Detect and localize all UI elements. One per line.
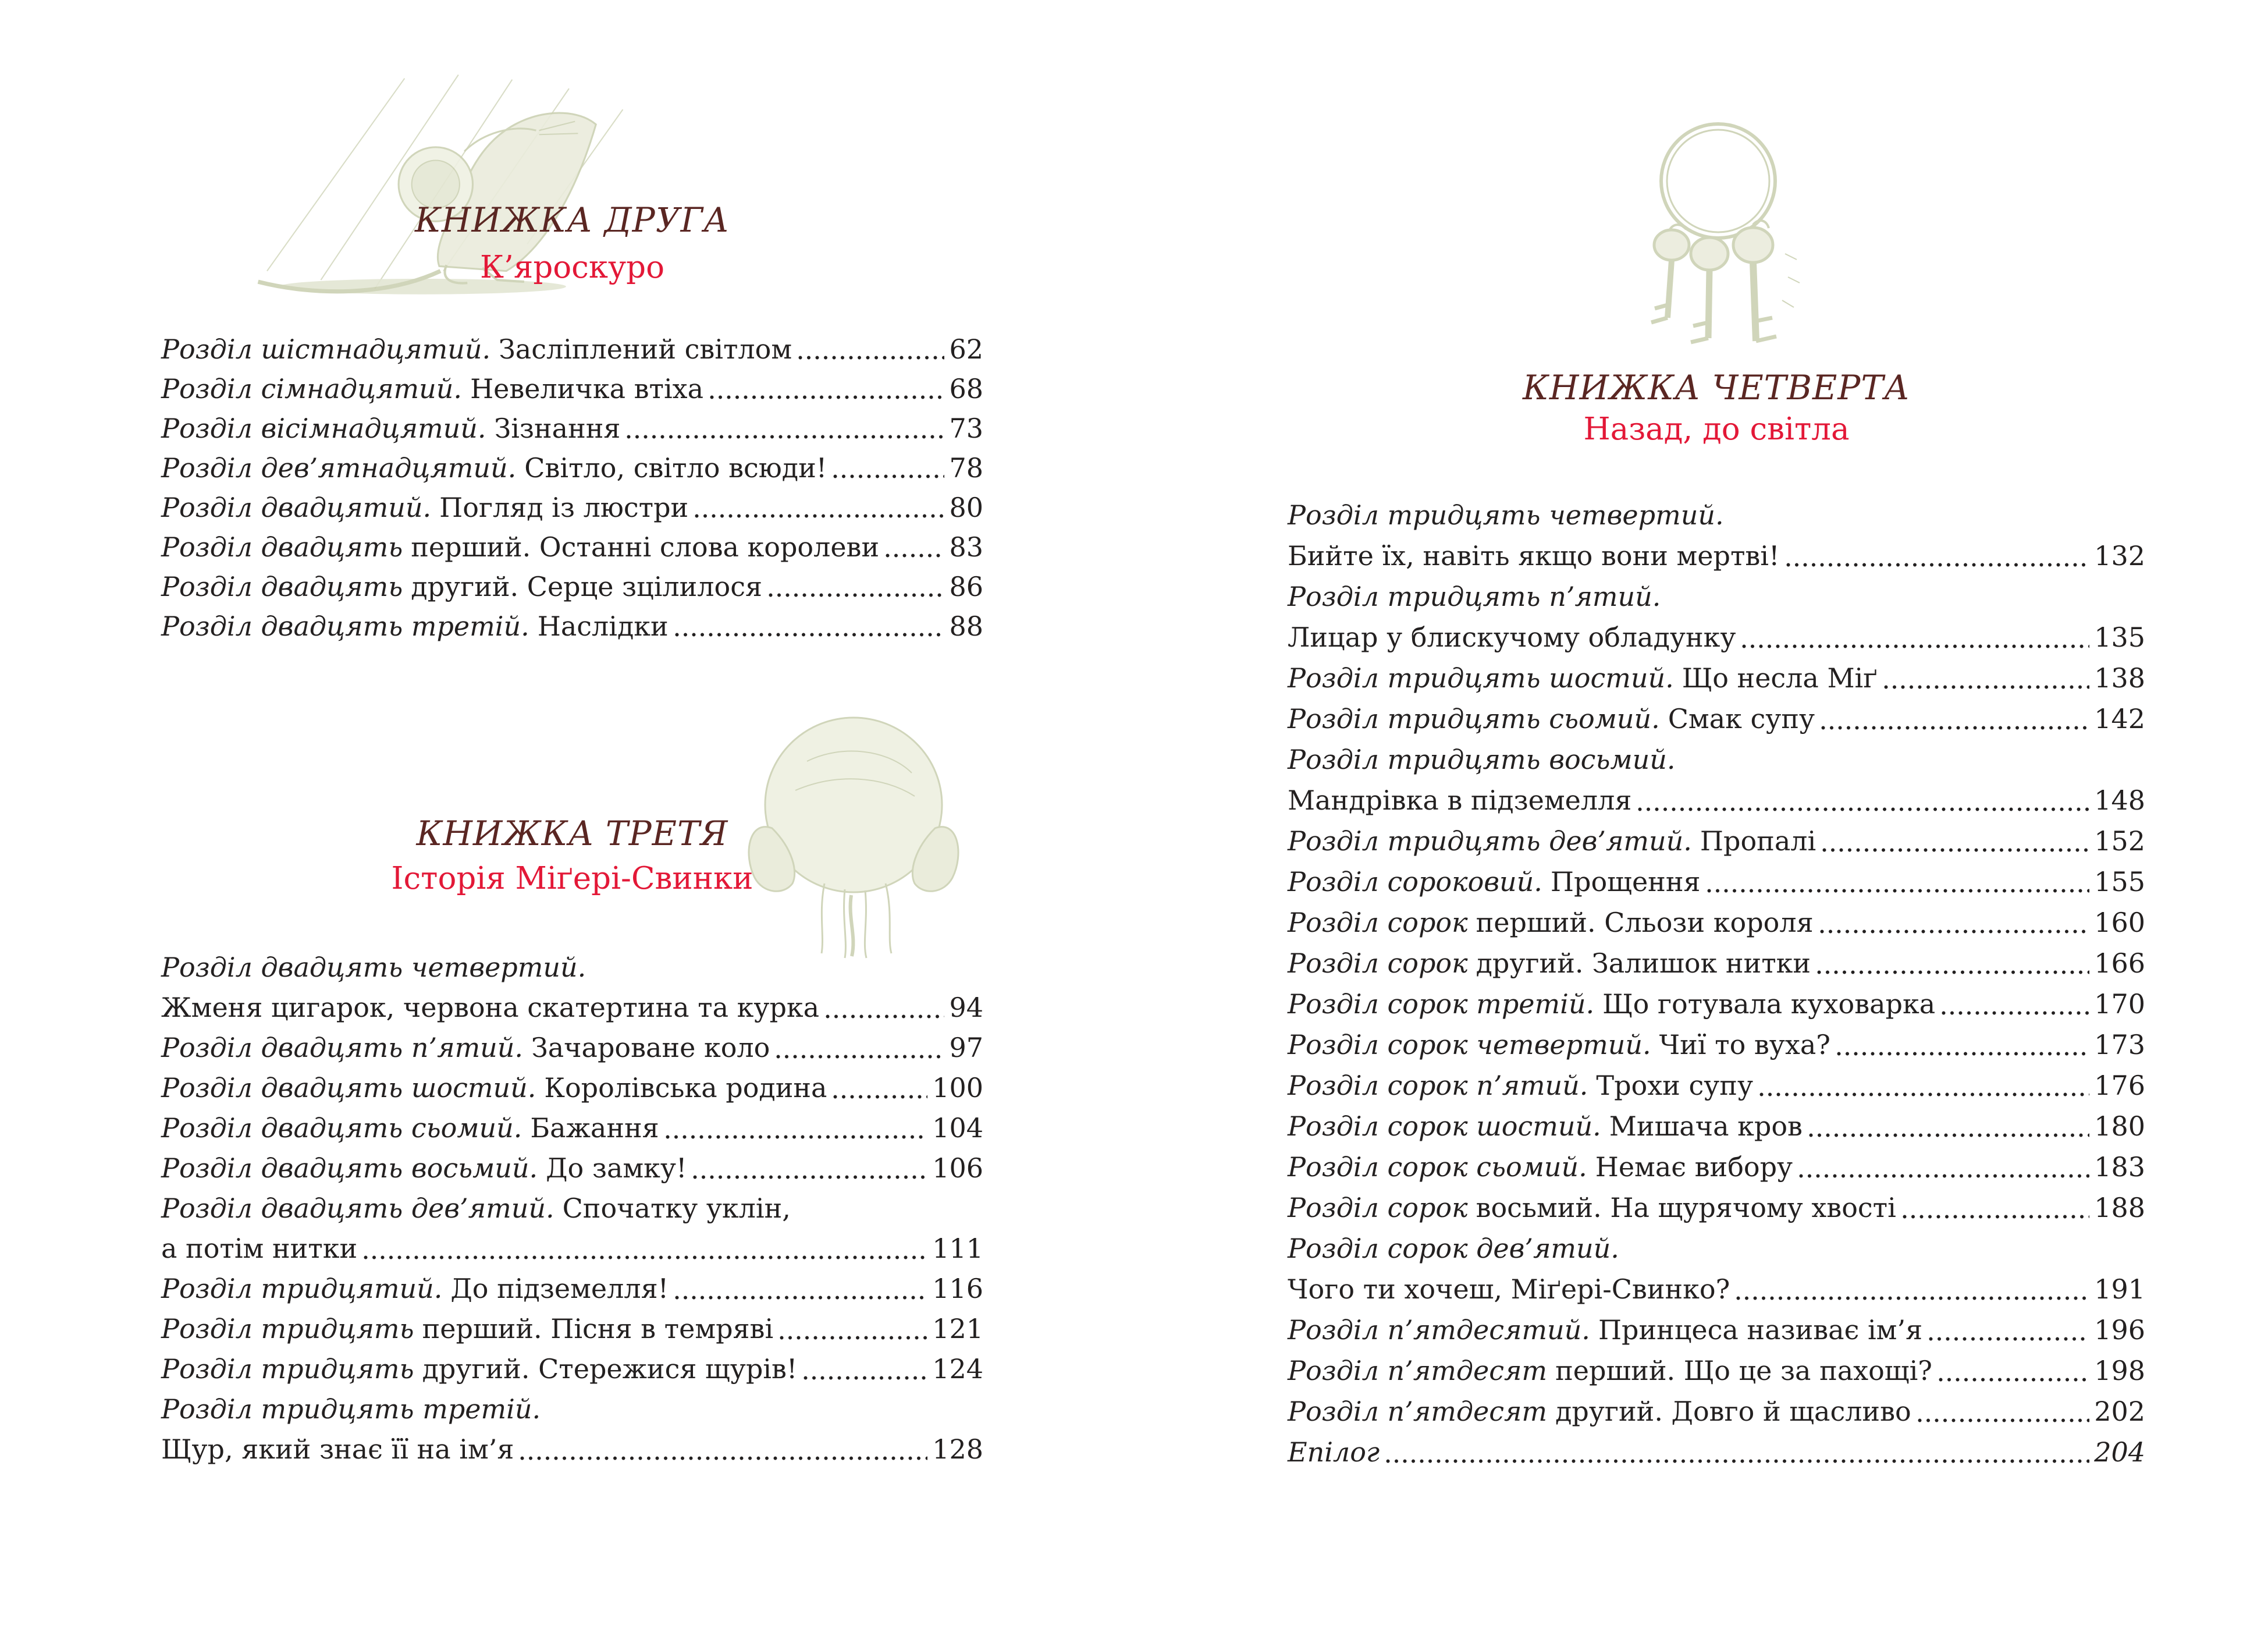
toc-line xyxy=(1288,576,2145,617)
chapter-number-label: Розділ сорок дев’ятий. xyxy=(1288,1233,1619,1264)
chapter-title: Бажання xyxy=(530,1112,659,1144)
toc-line xyxy=(161,1429,983,1470)
chapter-title: До замку! xyxy=(546,1152,687,1184)
chapter-title: Королівська родина xyxy=(544,1072,827,1103)
toc-line xyxy=(1288,1310,2145,1350)
toc-list xyxy=(161,329,983,646)
dot-leader xyxy=(776,1054,944,1059)
dot-leader xyxy=(665,1134,928,1140)
chapter-number-label: Розділ двадцять третій. xyxy=(161,611,529,642)
chapter-title: Мандрівка в підземелля xyxy=(1288,785,1632,816)
toc-line xyxy=(161,329,983,369)
book-three-section xyxy=(161,698,983,1531)
dot-leader xyxy=(1637,807,2089,812)
dot-leader xyxy=(674,632,945,637)
chapter-number-label: Розділ тридцять сьомий. xyxy=(1288,703,1660,734)
chapter-title: Чиї то вуха? xyxy=(1659,1029,1830,1060)
toc-line xyxy=(1288,1269,2145,1310)
chapter-number-label: Розділ дев’ятнадцятий. xyxy=(161,452,517,484)
chapter-number-label: Розділ двадцять п’ятий. xyxy=(161,1032,524,1063)
chapter-number-label: Розділ тридцять третій. xyxy=(161,1393,541,1425)
chapter-title: Зачароване коло xyxy=(531,1032,770,1063)
dot-leader xyxy=(520,1456,927,1461)
chapter-title: другий. Стережися щурів! xyxy=(422,1353,798,1385)
page-number: 173 xyxy=(2094,1029,2145,1060)
chapter-number-label: Розділ сімнадцятий. xyxy=(161,373,463,404)
chapter-title: Мишача кров xyxy=(1609,1110,1803,1142)
toc-line xyxy=(161,488,983,527)
chapter-number-label: Розділ сорок четвертий. xyxy=(1288,1029,1651,1060)
chapter-number-label: Епілог xyxy=(1288,1436,1380,1468)
chapter-number-label: Розділ тридцять шостий. xyxy=(1288,662,1674,694)
page-number: 132 xyxy=(2094,540,2145,572)
toc-line xyxy=(161,1108,983,1148)
chapter-number-label: Розділ тридцять восьмий. xyxy=(1288,744,1676,775)
page-number: 183 xyxy=(2094,1151,2145,1183)
toc-line xyxy=(1288,1432,2145,1472)
toc-line xyxy=(1288,821,2145,861)
chapter-title: Що несла Міґ xyxy=(1682,662,1878,694)
chapter-title: другий. Серце зцілилося xyxy=(411,571,762,602)
chapter-title: перший. Останні слова королеви xyxy=(411,531,880,563)
chapter-number-label: Розділ двадцять xyxy=(161,531,403,563)
toc-line xyxy=(161,567,983,606)
chapter-number-label: Розділ сорок сьомий. xyxy=(1288,1151,1587,1183)
dot-leader xyxy=(1917,1418,2090,1423)
chapter-title: Принцеса називає ім’я xyxy=(1598,1314,1923,1346)
chapter-number-label: Розділ п’ятдесят xyxy=(1288,1355,1548,1386)
toc-line xyxy=(1288,617,2145,658)
chapter-title: другий. Довго й щасливо xyxy=(1555,1396,1911,1427)
chapter-title: Невеличка втіха xyxy=(470,373,704,404)
chapter-number-label: Розділ тридцять четвертий. xyxy=(1288,499,1724,531)
chapter-title: перший. Що це за пахощі? xyxy=(1555,1355,1932,1386)
book-four-section xyxy=(1288,0,2145,1571)
page-number: 86 xyxy=(949,571,983,602)
chapter-number-label: Розділ двадцять сьомий. xyxy=(161,1112,522,1144)
dot-leader xyxy=(709,395,944,400)
page-number: 142 xyxy=(2094,703,2145,734)
page-number: 191 xyxy=(2094,1273,2145,1305)
dot-leader xyxy=(798,355,944,360)
dot-leader xyxy=(803,1375,927,1381)
chapter-title: Щур, який знає її на ім’я xyxy=(161,1433,514,1465)
dot-leader xyxy=(1786,562,2090,567)
chapter-number-label: Розділ тридцятий. xyxy=(161,1273,443,1304)
chapter-title: перший. Пісня в темряві xyxy=(422,1313,774,1344)
chapter-number-label: Розділ сороковий. xyxy=(1288,866,1542,897)
chapter-number-label: Розділ сорок xyxy=(1288,948,1468,979)
page-number: 204 xyxy=(2094,1436,2145,1468)
chapter-number-label: Розділ сорок шостий. xyxy=(1288,1110,1601,1142)
toc-line xyxy=(161,1349,983,1389)
page-number: 68 xyxy=(949,373,983,404)
book-subheading: К’яроскуро xyxy=(480,250,664,285)
dot-leader xyxy=(1883,684,2090,690)
page-number: 155 xyxy=(2094,866,2145,897)
chapter-title: а потім нитки xyxy=(161,1233,358,1264)
page-number: 97 xyxy=(949,1032,983,1063)
dot-leader xyxy=(1816,970,2089,975)
dot-leader xyxy=(1819,929,2090,934)
dot-leader xyxy=(1385,1459,2089,1464)
page-number: 80 xyxy=(949,492,983,523)
chapter-title: Погляд із люстри xyxy=(439,492,689,523)
chapter-number-label: Розділ вісімнадцятий. xyxy=(161,413,486,444)
toc-line xyxy=(1288,861,2145,902)
chapter-title: Жменя цигарок, червона скатертина та курка xyxy=(161,992,820,1023)
dot-leader xyxy=(1741,644,2089,649)
page-number: 166 xyxy=(2094,948,2145,979)
dot-leader xyxy=(1928,1336,2089,1342)
toc-list xyxy=(161,948,983,1470)
chapter-title: Засліплений світлом xyxy=(499,333,792,365)
chapter-number-label: Розділ тридцять xyxy=(161,1313,414,1344)
page-number: 106 xyxy=(932,1152,983,1184)
page-number: 128 xyxy=(932,1433,983,1465)
toc-line xyxy=(1288,1350,2145,1391)
page-number: 138 xyxy=(2094,662,2145,694)
key-ring-sketch-illustration xyxy=(1613,108,1823,359)
page-number: 78 xyxy=(949,452,983,484)
page-number: 88 xyxy=(949,611,983,642)
dot-leader xyxy=(885,553,944,558)
toc-line xyxy=(1288,1024,2145,1065)
chapter-title: Наслідки xyxy=(537,611,669,642)
chapter-number-label: Розділ сорок xyxy=(1288,1192,1468,1223)
toc-line xyxy=(161,369,983,409)
dot-leader xyxy=(779,1335,927,1340)
toc-line xyxy=(1288,1187,2145,1228)
toc-line xyxy=(161,1309,983,1349)
chapter-number-label: Розділ двадцять дев’ятий. xyxy=(161,1193,554,1224)
chapter-number-label: Розділ двадцять восьмий. xyxy=(161,1152,538,1184)
chapter-title: другий. Залишок нитки xyxy=(1476,948,1811,979)
page-number: 148 xyxy=(2094,785,2145,816)
chapter-title: Лицар у блискучому обладунку xyxy=(1288,622,1736,653)
chapter-number-label: Розділ двадцятий. xyxy=(161,492,432,523)
dot-leader xyxy=(768,592,944,598)
dot-leader xyxy=(833,1094,927,1099)
page-number: 196 xyxy=(2094,1314,2145,1346)
page-number: 188 xyxy=(2094,1192,2145,1223)
page-number: 202 xyxy=(2094,1396,2145,1427)
dot-leader xyxy=(1822,847,2089,853)
toc-line xyxy=(161,988,983,1028)
page-number: 135 xyxy=(2094,622,2145,653)
page-number: 180 xyxy=(2094,1110,2145,1142)
chapter-number-label: Розділ сорок п’ятий. xyxy=(1288,1070,1588,1101)
chapter-title: Спочатку уклін, xyxy=(562,1193,791,1224)
toc-line xyxy=(1288,698,2145,739)
dot-leader xyxy=(1759,1092,2089,1097)
chapter-number-label: Розділ двадцять xyxy=(161,571,403,602)
book-two-section xyxy=(161,0,983,698)
page-number: 62 xyxy=(949,333,983,365)
chapter-number-label: Розділ двадцять шостий. xyxy=(161,1072,536,1103)
toc-line xyxy=(1288,1228,2145,1269)
book-subheading: Назад, до світла xyxy=(1583,411,1850,447)
toc-line xyxy=(161,1389,983,1429)
dot-leader xyxy=(1736,1296,2089,1301)
chapter-title: Зізнання xyxy=(494,413,621,444)
chapter-title: Що готувала куховарка xyxy=(1602,988,1936,1020)
toc-line xyxy=(1288,1391,2145,1432)
toc-line xyxy=(1288,495,2145,535)
page-number: 100 xyxy=(932,1072,983,1103)
chapter-title: Смак супу xyxy=(1668,703,1815,734)
toc-line xyxy=(1288,780,2145,821)
page-number: 198 xyxy=(2094,1355,2145,1386)
chapter-title: Трохи супу xyxy=(1596,1070,1754,1101)
toc-line xyxy=(1288,943,2145,984)
dot-leader xyxy=(1941,1010,2089,1016)
toc-line xyxy=(1288,902,2145,943)
chapter-number-label: Розділ п’ятдесятий. xyxy=(1288,1314,1590,1346)
book-subheading: Історія Міґері-Свинки xyxy=(391,861,753,896)
page-number: 111 xyxy=(932,1233,983,1264)
toc-line xyxy=(161,948,983,988)
dot-leader xyxy=(363,1255,927,1260)
dot-leader xyxy=(1902,1214,2089,1219)
chapter-number-label: Розділ шістнадцятий. xyxy=(161,333,491,365)
chapter-number-label: Розділ сорок xyxy=(1288,907,1468,938)
toc-line xyxy=(1288,739,2145,780)
page-number: 176 xyxy=(2094,1070,2145,1101)
chapter-title: восьмий. На щурячому хвості xyxy=(1476,1192,1896,1223)
toc-list xyxy=(1288,495,2145,1472)
chapter-title: Немає вибору xyxy=(1595,1151,1793,1183)
chapter-title: До підземелля! xyxy=(450,1273,669,1304)
page-number: 160 xyxy=(2094,907,2145,938)
page-number: 124 xyxy=(932,1353,983,1385)
toc-line xyxy=(1288,984,2145,1024)
dot-leader xyxy=(1798,1173,2089,1179)
toc-line xyxy=(161,527,983,567)
toc-line xyxy=(161,448,983,488)
book-heading: КНИЖКА ЧЕТВЕРТА xyxy=(1523,368,1910,407)
chapter-title: Світло, світло всюди! xyxy=(524,452,827,484)
page-number: 170 xyxy=(2094,988,2145,1020)
chapter-title: Чого ти хочеш, Міґері-Свинко? xyxy=(1288,1273,1730,1305)
page-number: 104 xyxy=(932,1112,983,1144)
page-number: 152 xyxy=(2094,825,2145,857)
dot-leader xyxy=(694,513,944,519)
book-heading: КНИЖКА ДРУГА xyxy=(415,200,730,240)
dot-leader xyxy=(825,1014,944,1019)
page-number: 121 xyxy=(932,1313,983,1344)
toc-line xyxy=(161,1188,983,1229)
dot-leader xyxy=(692,1174,927,1180)
chapter-number-label: Розділ п’ятдесят xyxy=(1288,1396,1548,1427)
chapter-title: Пропалі xyxy=(1700,825,1816,857)
toc-line xyxy=(1288,658,2145,698)
dot-leader xyxy=(1821,725,2089,730)
toc-line xyxy=(161,1148,983,1188)
dot-leader xyxy=(1707,888,2090,893)
page-number: 94 xyxy=(949,992,983,1023)
dot-leader xyxy=(1836,1051,2089,1056)
chapter-title: Бийте їх, навіть якщо вони мертві! xyxy=(1288,540,1780,572)
toc-line xyxy=(161,1068,983,1108)
toc-line xyxy=(1288,535,2145,576)
dot-leader xyxy=(833,474,944,479)
chapter-title: Прощення xyxy=(1550,866,1701,897)
dot-leader xyxy=(1938,1377,2089,1382)
dot-leader xyxy=(674,1295,927,1300)
chapter-number-label: Розділ тридцять п’ятий. xyxy=(1288,581,1661,612)
dot-leader xyxy=(626,434,944,439)
toc-line xyxy=(161,1269,983,1309)
toc-line xyxy=(161,1229,983,1269)
toc-line xyxy=(1288,1065,2145,1106)
toc-line xyxy=(161,606,983,646)
page-number: 83 xyxy=(949,531,983,563)
chapter-number-label: Розділ тридцять дев’ятий. xyxy=(1288,825,1692,857)
chapter-number-label: Розділ тридцять xyxy=(161,1353,414,1385)
toc-line xyxy=(161,1028,983,1068)
page-number: 73 xyxy=(949,413,983,444)
dot-leader xyxy=(1808,1133,2089,1138)
book-heading: КНИЖКА ТРЕТЯ xyxy=(416,814,728,853)
page-number: 116 xyxy=(932,1273,983,1304)
toc-line xyxy=(161,409,983,448)
chapter-number-label: Розділ двадцять четвертий. xyxy=(161,952,586,983)
toc-line xyxy=(1288,1147,2145,1187)
chapter-title: перший. Сльози короля xyxy=(1476,907,1814,938)
chapter-number-label: Розділ сорок третій. xyxy=(1288,988,1595,1020)
toc-line xyxy=(1288,1106,2145,1147)
